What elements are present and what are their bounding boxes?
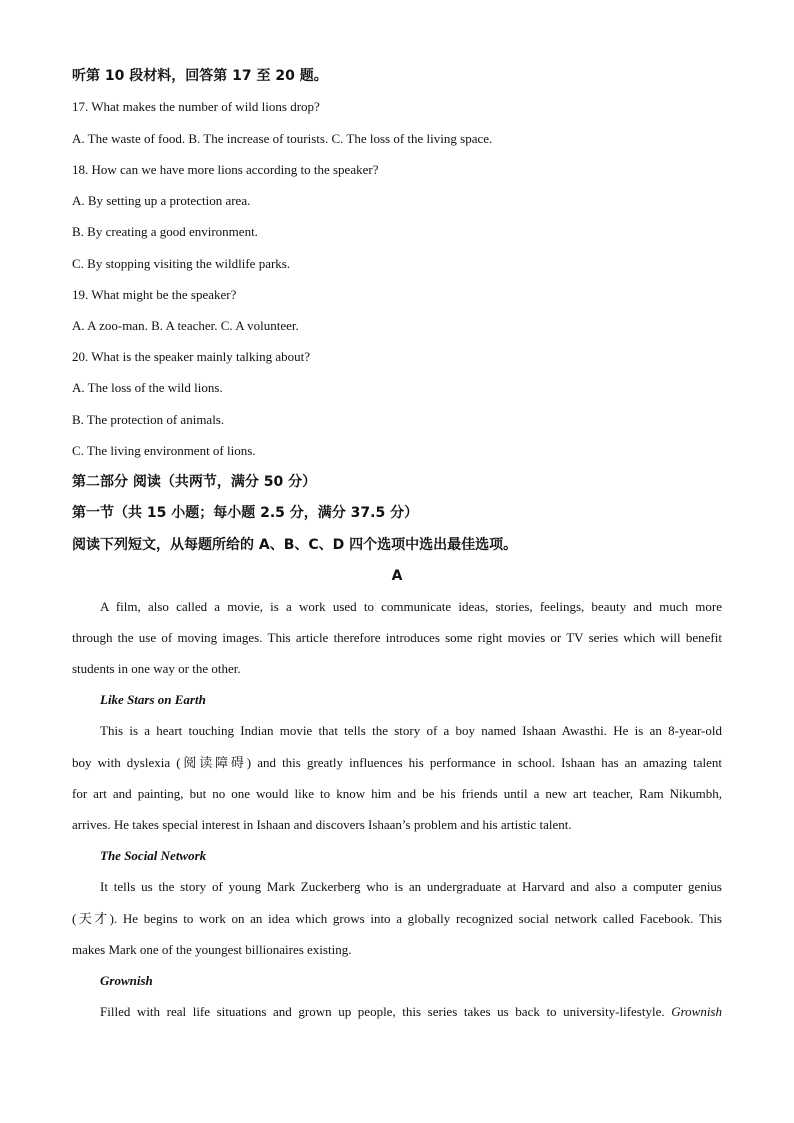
- passage-label: A: [391, 568, 403, 584]
- intro-line-2: through the use of moving images. This article therefore introduces some right movies or TV series which will benefit: [72, 630, 722, 645]
- question-17: 17. What makes the number of wild lions drop?: [72, 99, 320, 114]
- question-19-options: A. A zoo-man. B. A teacher. C. A volunteer.: [72, 318, 299, 333]
- item2-line-1: It tells us the story of young Mark Zuckerberg who is an undergraduate at Harvard and also a computer genius: [100, 879, 722, 894]
- question-18-option-b: B. By creating a good environment.: [72, 224, 258, 239]
- item3-line-1: [100, 1004, 722, 1020]
- item1-line-2: boy with dyslexia (阅读障碍) and this greatly influences his performance in school. Ishaan has an amazing talent: [72, 755, 722, 770]
- intro-line-3: students in one way or the other.: [72, 661, 241, 676]
- item3-line-1-text: Filled with real life situations and grown up people, this series takes us back to university-lifestyle.: [100, 1004, 665, 1019]
- question-18-option-c: C. By stopping visiting the wildlife parks.: [72, 256, 291, 271]
- item1-line-3: for art and painting, but no one would like to know him and be his friends until a new art teacher, Ram Nikumbh,: [72, 786, 722, 801]
- item1-line-1: This is a heart touching Indian movie that tells the story of a boy named Ishaan Awasthi. He is an 8-year-old: [100, 723, 722, 738]
- intro-line-1: A film, also called a movie, is a work used to communicate ideas, stories, feelings, beauty and much more: [100, 599, 722, 614]
- item1-line-4: arrives. He takes special interest in Ishaan and discovers Ishaan’s problem and his artistic talent.: [72, 817, 572, 832]
- question-18-option-a: A. By setting up a protection area.: [72, 193, 251, 208]
- item-title-the-social-network: The Social Network: [100, 848, 207, 863]
- reading-part-header: 第二部分 阅读（共两节，满分 50 分）: [72, 474, 317, 490]
- question-20: 20. What is the speaker mainly talking about?: [72, 349, 311, 364]
- question-19: 19. What might be the speaker?: [72, 287, 237, 302]
- question-20-option-b: B. The protection of animals.: [72, 412, 225, 427]
- question-17-options: A. The waste of food. B. The increase of tourists. C. The loss of the living space.: [72, 131, 493, 146]
- question-18: 18. How can we have more lions according to the speaker?: [72, 162, 379, 177]
- item3-line-1-italic: Grownish: [671, 1004, 722, 1019]
- item-title-grownish: Grownish: [100, 973, 153, 988]
- question-20-option-a: A. The loss of the wild lions.: [72, 380, 223, 395]
- item-title-like-stars-on-earth: Like Stars on Earth: [100, 692, 206, 707]
- question-20-option-c: C. The living environment of lions.: [72, 443, 256, 458]
- item2-line-2: (天才). He begins to work on an idea which grows into a globally recognized social network called Facebook. This: [72, 911, 722, 926]
- reading-subsection-header: 第一节（共 15 小题；每小题 2.5 分，满分 37.5 分）: [72, 505, 419, 521]
- item2-line-3: makes Mark one of the youngest billionaires existing.: [72, 942, 352, 957]
- listening-section-header: 听第 10 段材料，回答第 17 至 20 题。: [72, 68, 328, 84]
- reading-instruction: 阅读下列短文，从每题所给的 A、B、C、D 四个选项中选出最佳选项。: [72, 537, 518, 553]
